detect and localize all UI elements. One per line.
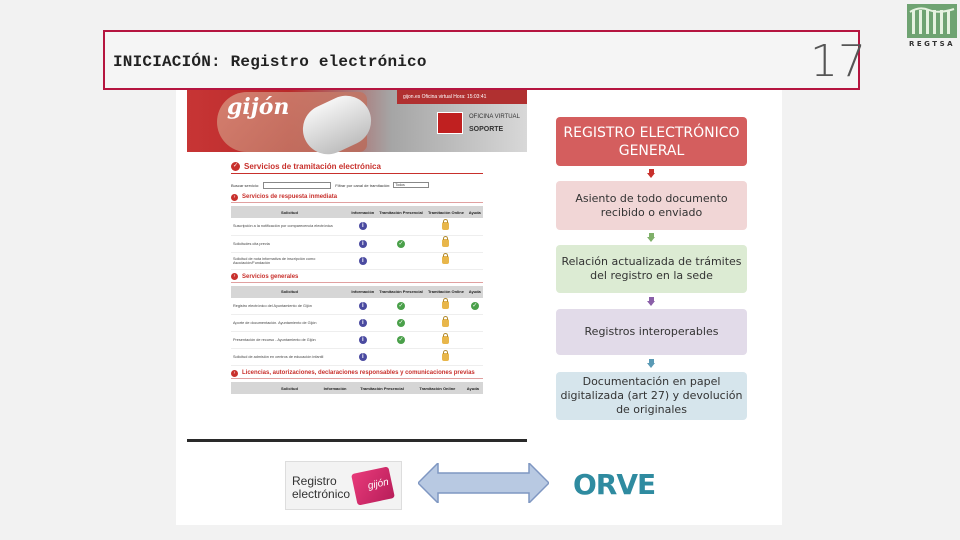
- row-name[interactable]: Suscripción a la notificación por comparecencia electrónica: [231, 218, 349, 235]
- double-arrow-icon: [418, 463, 549, 503]
- row-name[interactable]: Aporte de documentación. Ayuntamiento de Gijón: [231, 315, 349, 332]
- lock-icon[interactable]: [442, 336, 449, 344]
- web-section-header: [231, 160, 483, 174]
- web-soporte-text: SOPORTE: [469, 126, 504, 133]
- table-row: [231, 298, 483, 315]
- web-search-label: Buscar servicio:: [231, 182, 260, 188]
- col-solicitud: Solicitud: [231, 286, 349, 298]
- row-name[interactable]: Solicitudes cita previa: [231, 235, 349, 252]
- regtsa-logo-text: REGTSA: [909, 40, 956, 48]
- web-group2-title: Servicios generales: [242, 273, 299, 280]
- web-filter-select[interactable]: Todos: [393, 182, 429, 188]
- info-icon[interactable]: i: [359, 319, 367, 327]
- flow-step-3: Registros interoperables: [556, 309, 747, 355]
- flow-step-4: Documentación en papel digitalizada (art 27) y devolución de originales: [556, 372, 747, 420]
- row-name[interactable]: Presentación de recurso - Ayuntamiento de Gijón: [231, 332, 349, 349]
- flow-step-1: Asiento de todo documento recibido o enviado: [556, 181, 747, 230]
- col-ayuda: Ayuda: [466, 286, 483, 298]
- slide-title: INICIACIÓN: Registro electrónico: [113, 53, 427, 71]
- web-top-links[interactable]: gijon.es Oficina virtual Hora: 15:03:41: [397, 90, 527, 104]
- arrow-down-icon: [647, 359, 656, 368]
- web-group3-header[interactable]: [231, 368, 483, 379]
- table-row: [231, 218, 483, 235]
- check-icon[interactable]: ✓: [398, 302, 404, 309]
- web-group3-table: [231, 382, 483, 394]
- web-brand: gijón: [227, 94, 290, 120]
- lock-icon[interactable]: [442, 353, 449, 361]
- chevron-bullet-icon: ›: [231, 194, 238, 201]
- regtsa-logo-icon: [907, 4, 957, 38]
- web-group2-header[interactable]: [231, 272, 483, 283]
- registro-logo-text: Registro electrónico: [292, 474, 351, 501]
- lock-icon[interactable]: [442, 239, 449, 247]
- info-icon[interactable]: i: [359, 257, 367, 265]
- check-bullet-icon: ✓: [232, 163, 239, 169]
- web-screenshot: [187, 90, 527, 442]
- regtsa-logo: [903, 2, 958, 52]
- row-name[interactable]: Registro electrónico del Ayuntamiento de Gijón: [231, 298, 349, 315]
- web-group3-title: Licencias, autorizaciones, declaraciones responsables y comunicaciones previas: [242, 370, 475, 376]
- info-icon[interactable]: i: [359, 240, 367, 248]
- web-group1-header[interactable]: [231, 192, 483, 203]
- info-icon[interactable]: i: [359, 302, 367, 310]
- title-box: [103, 30, 860, 90]
- lock-icon[interactable]: [442, 256, 449, 264]
- col-informacion: Información: [349, 206, 377, 218]
- table-row: [231, 332, 483, 349]
- web-group1-table: [231, 206, 483, 270]
- info-icon[interactable]: i: [359, 336, 367, 344]
- col-online: Tramitación Online: [425, 286, 466, 298]
- check-icon[interactable]: ✓: [398, 320, 404, 326]
- web-group2-table: [231, 286, 483, 367]
- col-solicitud: Solicitud: [231, 206, 349, 218]
- check-icon[interactable]: ✓: [398, 337, 404, 343]
- flow-step-2: Relación actualizada de trámites del registro en la sede: [556, 245, 747, 293]
- col-presencial: Tramitación Presencial: [352, 382, 412, 394]
- table-row: [231, 315, 483, 332]
- arrow-down-icon: [647, 233, 656, 242]
- row-name[interactable]: Solicitud de nota informativa de inscripción como Asociación/Fundación: [231, 252, 349, 269]
- col-ayuda: Ayuda: [463, 382, 483, 394]
- col-presencial: Tramitación Presencial: [377, 206, 426, 218]
- info-icon[interactable]: i: [359, 353, 367, 361]
- arrow-down-icon: [647, 169, 656, 178]
- web-search-input[interactable]: [263, 182, 331, 189]
- table-row: [231, 235, 483, 252]
- registro-card-icon: [351, 466, 395, 505]
- web-filter-label: Filtrar por canal de tramitación:: [335, 182, 391, 188]
- col-presencial: Tramitación Presencial: [377, 286, 426, 298]
- web-main: [231, 160, 483, 394]
- flow-main-box: REGISTRO ELECTRÓNICO GENERAL: [556, 117, 747, 166]
- col-online: Tramitación Online: [425, 206, 466, 218]
- web-section-title: Servicios de tramitación electrónica: [244, 162, 381, 171]
- col-ayuda: Ayuda: [466, 206, 483, 218]
- row-name[interactable]: Solicitud de admisión en centros de educación infantil: [231, 349, 349, 366]
- lock-icon[interactable]: [442, 301, 449, 309]
- orve-logo: ORVE: [573, 468, 656, 501]
- check-icon[interactable]: ✓: [472, 302, 478, 309]
- table-row: [231, 252, 483, 269]
- col-informacion: Información: [349, 286, 377, 298]
- table-row: [231, 349, 483, 366]
- col-solicitud: Solicitud: [231, 382, 318, 394]
- registro-card-text: gijón: [366, 476, 390, 492]
- col-online: Tramitación Online: [412, 382, 463, 394]
- web-oficina-text: OFICINA VIRTUAL: [469, 114, 520, 120]
- web-search-row: [231, 180, 483, 190]
- registro-electronico-logo: [285, 461, 402, 510]
- chevron-bullet-icon: ›: [231, 273, 238, 280]
- check-icon[interactable]: ✓: [398, 240, 404, 247]
- lock-icon[interactable]: [442, 319, 449, 327]
- info-icon[interactable]: i: [359, 222, 367, 230]
- web-group1-title: Servicios de respuesta inmediata: [242, 194, 338, 200]
- lock-icon[interactable]: [442, 222, 449, 230]
- web-soporte-icon: [437, 112, 463, 134]
- col-informacion: Información: [318, 382, 352, 394]
- chevron-bullet-icon: ›: [231, 370, 238, 377]
- arrow-down-icon: [647, 297, 656, 306]
- page-number: 17: [810, 36, 866, 87]
